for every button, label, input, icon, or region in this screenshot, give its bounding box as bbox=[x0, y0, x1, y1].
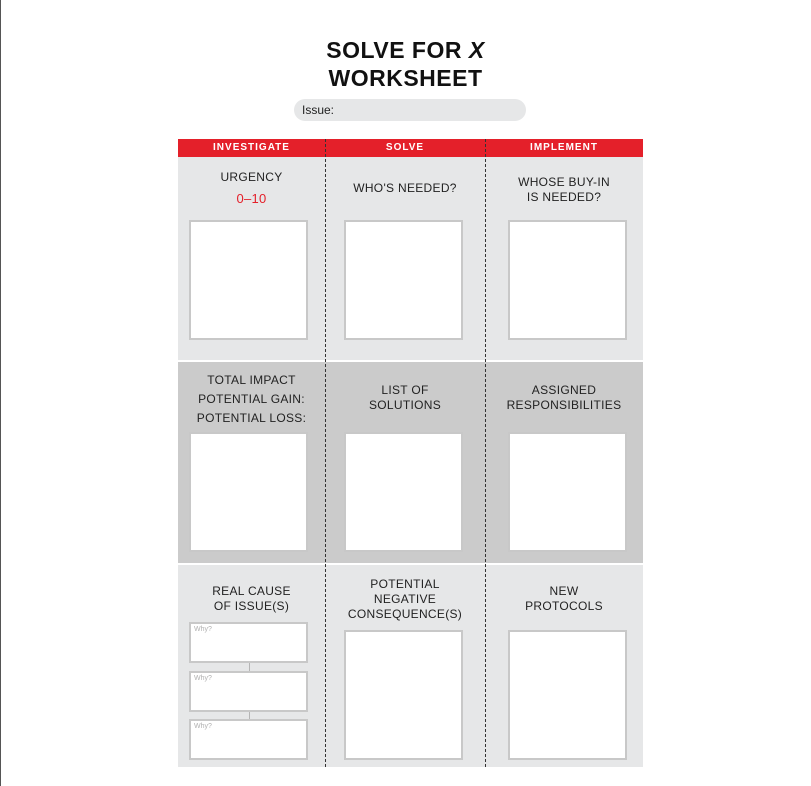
protocols-line: NEW bbox=[549, 584, 579, 598]
consequence-line: CONSEQUENCE(S) bbox=[347, 607, 463, 621]
issue-label: Issue: bbox=[302, 103, 335, 117]
why-field-2[interactable] bbox=[189, 671, 308, 712]
header-implement: IMPLEMENT bbox=[485, 139, 643, 157]
page-edge-rule bbox=[0, 0, 1, 786]
consequence-line: POTENTIAL bbox=[370, 577, 440, 591]
cause-line: REAL CAUSE bbox=[212, 584, 291, 598]
urgency-input-box[interactable] bbox=[189, 220, 308, 340]
consequence-input-box[interactable] bbox=[344, 630, 463, 760]
solutions-line: LIST OF bbox=[381, 383, 429, 397]
urgency-scale: 0–10 bbox=[236, 191, 267, 206]
urgency-label bbox=[178, 170, 325, 206]
why-field-1[interactable] bbox=[189, 622, 308, 663]
why-placeholder: Why? bbox=[194, 723, 212, 730]
impact-line: TOTAL IMPACT bbox=[207, 373, 296, 387]
worksheet-grid bbox=[178, 139, 643, 767]
whos-needed-input-box[interactable] bbox=[344, 220, 463, 340]
buyin-line: WHOSE BUY-IN bbox=[518, 175, 610, 189]
column-divider-dashed bbox=[325, 139, 326, 767]
title-variable: X bbox=[468, 37, 485, 63]
urgency-title: URGENCY bbox=[220, 170, 283, 184]
consequence-label bbox=[325, 577, 485, 622]
buyin-line: IS NEEDED? bbox=[526, 190, 602, 204]
solutions-label bbox=[325, 383, 485, 413]
responsibilities-line: RESPONSIBILITIES bbox=[506, 398, 622, 412]
responsibilities-line: ASSIGNED bbox=[531, 383, 597, 397]
solutions-line: SOLUTIONS bbox=[368, 398, 442, 412]
buyin-input-box[interactable] bbox=[508, 220, 627, 340]
why-connector bbox=[249, 663, 250, 671]
page-title bbox=[0, 36, 811, 92]
impact-line: POTENTIAL GAIN: bbox=[198, 392, 305, 406]
why-placeholder: Why? bbox=[194, 626, 212, 633]
protocols-label bbox=[485, 584, 643, 614]
why-field-3[interactable] bbox=[189, 719, 308, 760]
title-prefix: SOLVE FOR bbox=[326, 37, 469, 63]
cause-line: OF ISSUE(S) bbox=[213, 599, 290, 613]
consequence-line: NEGATIVE bbox=[373, 592, 437, 606]
impact-input-box[interactable] bbox=[189, 432, 308, 552]
buyin-label bbox=[485, 175, 643, 205]
cause-label bbox=[178, 584, 325, 614]
column-divider-dashed bbox=[485, 139, 486, 767]
whos-needed-label: WHO'S NEEDED? bbox=[353, 181, 457, 195]
solutions-input-box[interactable] bbox=[344, 432, 463, 552]
responsibilities-input-box[interactable] bbox=[508, 432, 627, 552]
title-line2: WORKSHEET bbox=[328, 65, 483, 91]
protocols-line: PROTOCOLS bbox=[525, 599, 603, 613]
header-investigate: INVESTIGATE bbox=[178, 139, 325, 157]
responsibilities-label bbox=[485, 383, 643, 413]
impact-line: POTENTIAL LOSS: bbox=[196, 411, 307, 425]
why-placeholder: Why? bbox=[194, 675, 212, 682]
issue-field[interactable] bbox=[294, 99, 526, 121]
protocols-input-box[interactable] bbox=[508, 630, 627, 760]
header-solve: SOLVE bbox=[325, 139, 485, 157]
impact-label bbox=[178, 371, 325, 428]
